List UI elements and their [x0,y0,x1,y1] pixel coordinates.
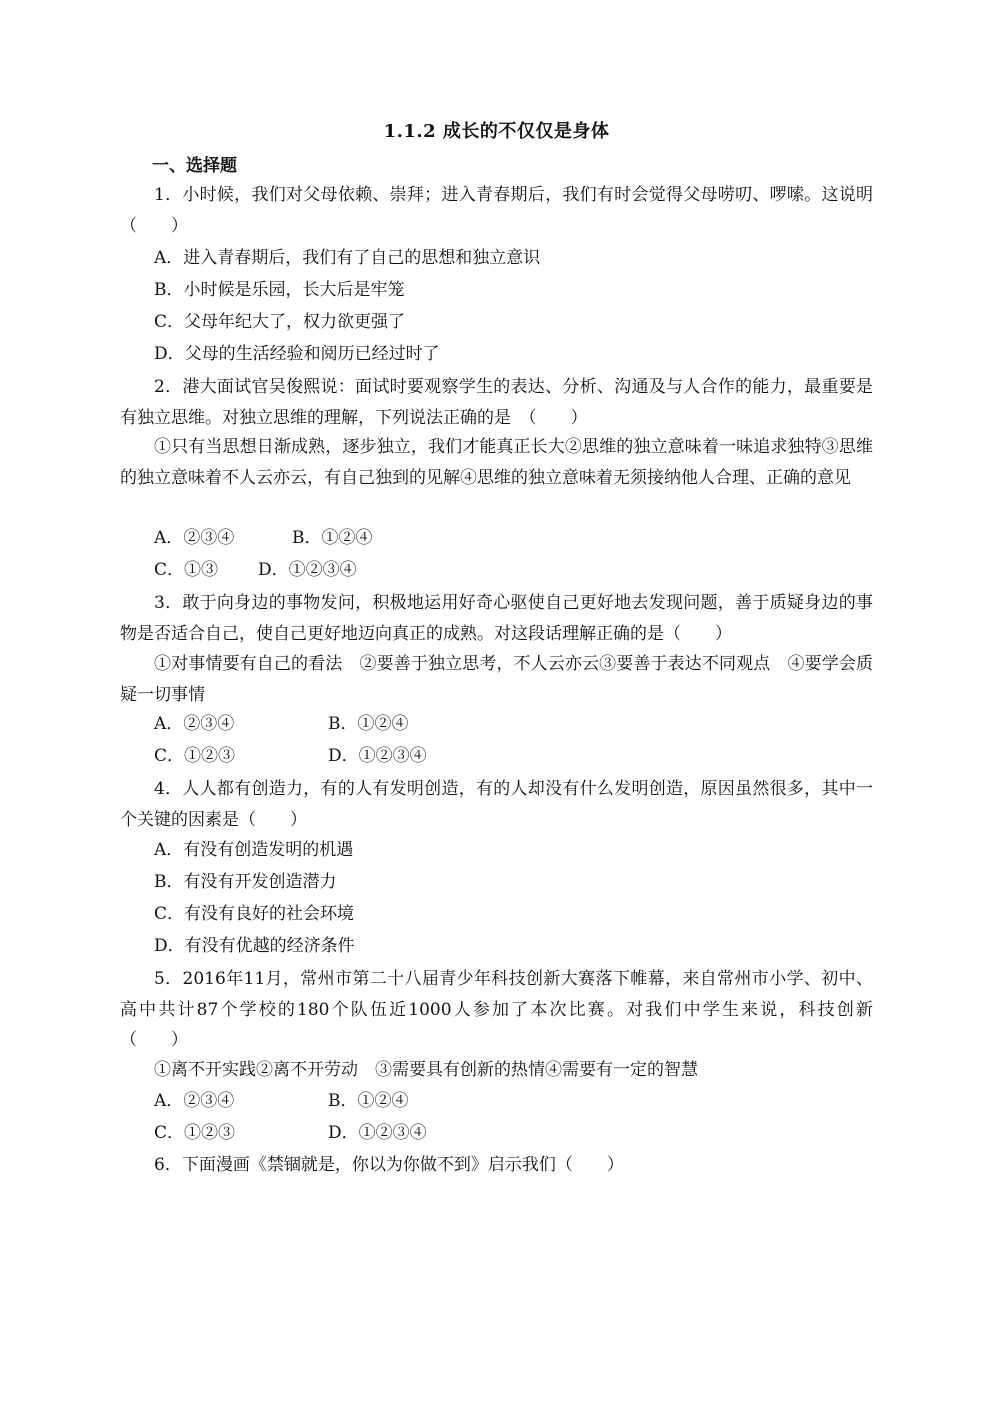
question-1-option-a: A．进入青春期后，我们有了自己的思想和独立意识 [154,248,541,268]
question-1-stem: 1．小时候，我们对父母依赖、崇拜；进入青春期后，我们有时会觉得父母唠叨、啰嗦。这说明（ ） [120,185,873,236]
question-4-stem: 4．人人都有创造力，有的人有发明创造，有的人却没有什么发明创造，原因虽然很多，其中一个关键的因素是（ ） [120,779,873,830]
question-3-stem: 3．敢于向身边的事物发问，积极地运用好奇心驱使自己更好地去发现问题，善于质疑身边的事物是否适合自己，使自己更好地迈向真正的成熟。对这段话理解正确的是（ ） [120,593,873,644]
question-2-option-a: A．②③④ [154,528,235,548]
question-3-option-c: C．①②③ [154,746,236,766]
question-1-option-d: D．父母的生活经验和阅历已经过时了 [154,344,440,364]
question-1-option-c: C．父母年纪大了，权力欲更强了 [154,312,406,332]
question-3-option-a: A．②③④ [154,714,235,734]
question-4-option-c: C．有没有良好的社会环境 [154,904,355,924]
question-5-option-c: C．①②③ [154,1123,236,1143]
question-5-option-a: A．②③④ [154,1091,235,1111]
question-2-statements: ①只有当思想日渐成熟，逐步独立，我们才能真正长大②思维的独立意味着一味追求独特③思维的独立意味着不人云亦云，有自己独到的见解④思维的独立意味着无须接纳他人合理、正确的意见 [120,437,873,488]
question-5-stem: 5．2016年11月，常州市第二十八届青少年科技创新大赛落下帷幕，来自常州市小学、初中、高中共计87个学校的180个队伍近1000人参加了本次比赛。对我们中学生来说，科技创新 （ ） [120,969,907,1050]
question-4-option-a: A．有没有创造发明的机遇 [154,840,354,860]
question-2-stem: 2．港大面试官吴俊熙说：面试时要观察学生的表达、分析、沟通及与人合作的能力，最重要是有独立思维。对独立思维的理解，下列说法正确的是 （ ） [120,377,873,428]
question-4-option-b: B．有没有开发创造潜力 [154,872,337,892]
question-5-statements: ①离不开实践②离不开劳动 ③需要具有创新的热情④需要有一定的智慧 [154,1060,698,1080]
question-2-option-b: B．①②④ [292,528,373,548]
question-3-option-d: D．①②③④ [328,746,427,766]
section-heading: 一、选择题 [152,156,237,176]
document-title: 1.1.2 成长的不仅仅是身体 [383,121,610,142]
question-5-option-b: B．①②④ [328,1091,409,1111]
question-2-option-d: D．①②③④ [258,560,357,580]
question-3-statements: ①对事情要有自己的看法 ②要善于独立思考，不人云亦云③要善于表达不同观点 ④要学会质疑一切事情 [120,654,873,705]
question-2-option-c: C．①③ [154,560,219,580]
question-3-option-b: B．①②④ [328,714,409,734]
question-5-option-d: D．①②③④ [328,1123,427,1143]
question-1-option-b: B．小时候是乐园，长大后是牢笼 [154,280,405,300]
question-6-stem: 6．下面漫画《禁锢就是，你以为你做不到》启示我们（ ） [154,1155,624,1175]
question-4-option-d: D．有没有优越的经济条件 [154,936,355,956]
